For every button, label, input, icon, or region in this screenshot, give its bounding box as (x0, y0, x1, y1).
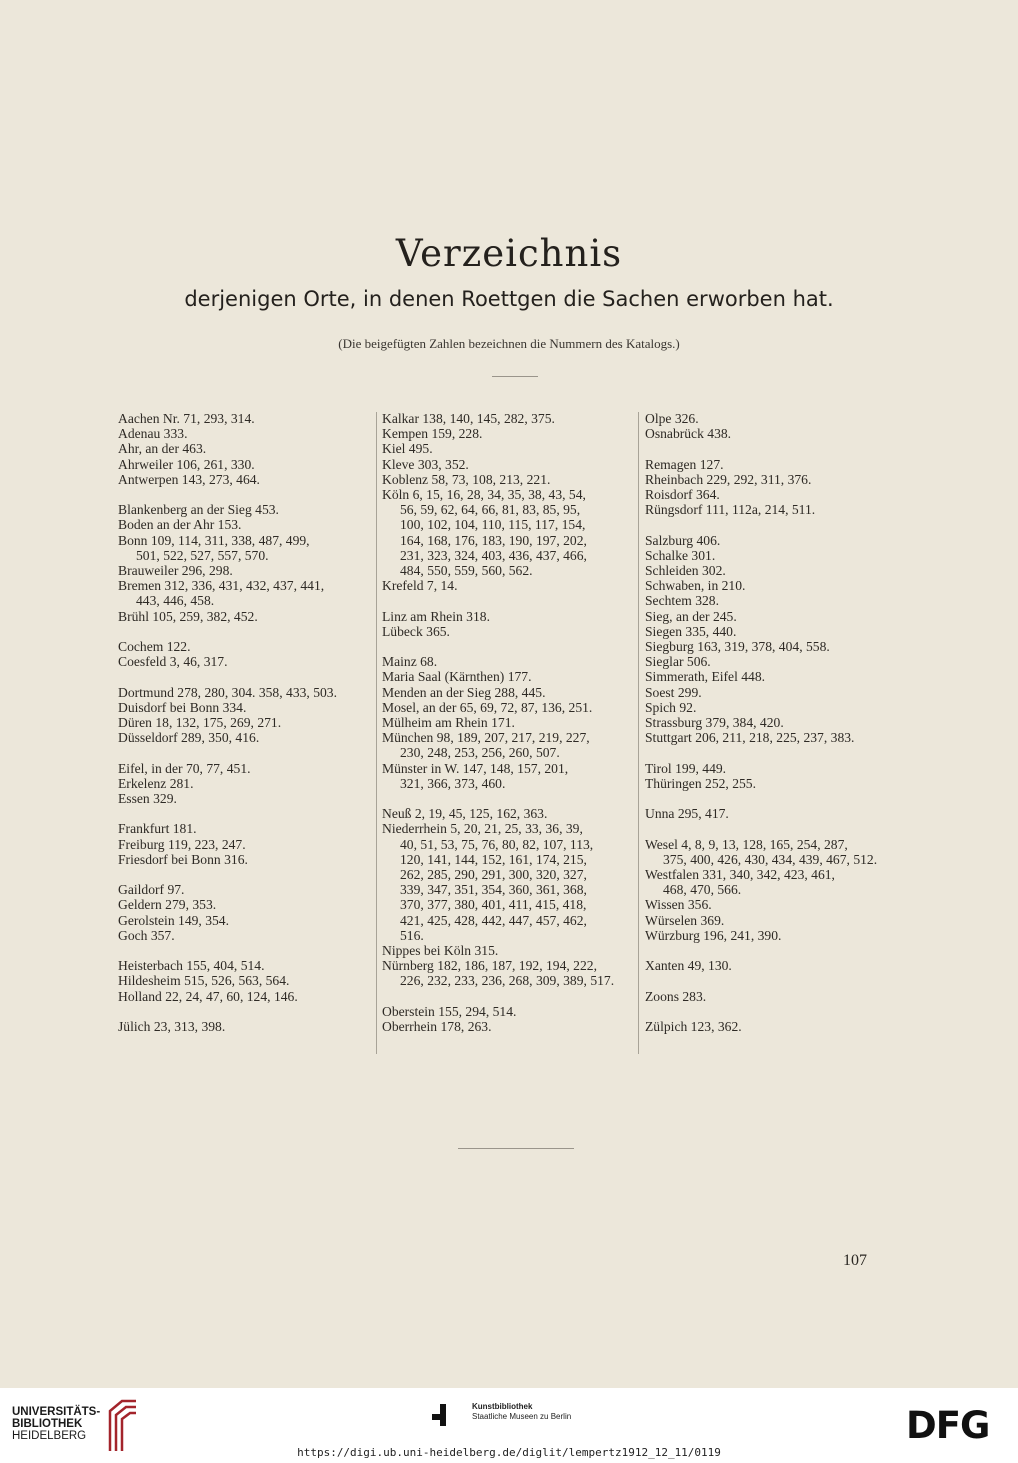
index-entry: Rüngsdorf 111, 112a, 214, 511. (645, 502, 816, 518)
index-entry: Unna 295, 417. (645, 806, 729, 822)
kb-line-2: Staatliche Museen zu Berlin (472, 1412, 572, 1421)
ub-heidelberg-logo-text[interactable] (12, 1406, 100, 1442)
index-column-1 (118, 411, 337, 1034)
entry-spacer (645, 517, 877, 532)
index-entry: Bremen 312, 336, 431, 432, 437, 441, (118, 578, 325, 594)
index-entry: Tirol 199, 449. (645, 760, 727, 776)
entry-spacer (645, 441, 877, 456)
index-entry: Strassburg 379, 384, 420. (645, 715, 784, 731)
index-entry-continuation: 231, 323, 324, 403, 436, 437, 466, (400, 547, 587, 563)
index-entry: Lübeck 365. (382, 623, 450, 639)
bottom-divider (458, 1148, 574, 1149)
index-entry: Düsseldorf 289, 350, 416. (118, 730, 260, 746)
page-subtitle: derjenigen Orte, in denen Roettgen die Sachen erworben hat. (184, 287, 834, 311)
index-entry: Frankfurt 181. (118, 821, 197, 837)
kunstbibliothek-mark-icon (432, 1404, 454, 1426)
index-entry: Essen 329. (118, 791, 177, 807)
index-entry: Geldern 279, 353. (118, 897, 217, 913)
index-entry-continuation: 226, 232, 233, 236, 268, 309, 389, 517. (400, 973, 615, 989)
ub-heidelberg-emblem-icon (106, 1397, 140, 1453)
index-entry: Sechtem 328. (645, 593, 719, 609)
index-entry: Mainz 68. (382, 654, 438, 670)
index-entry: Thüringen 252, 255. (645, 775, 757, 791)
title-divider (492, 376, 538, 377)
dfg-logo[interactable]: DFG (906, 1404, 990, 1447)
index-entry: Westfalen 331, 340, 342, 423, 461, (645, 867, 835, 883)
index-entry: Sieg, an der 245. (645, 608, 737, 624)
index-entry: Würselen 369. (645, 912, 725, 928)
index-entry: Brauweiler 296, 298. (118, 563, 233, 579)
index-entry: Oberrhein 178, 263. (382, 1019, 492, 1035)
index-entry: Krefeld 7, 14. (382, 578, 458, 594)
index-entry-continuation: 339, 347, 351, 354, 360, 361, 368, (400, 882, 587, 898)
index-entry: Sieglar 506. (645, 654, 711, 670)
entry-spacer (645, 973, 877, 988)
index-entry: Zülpich 123, 362. (645, 1019, 742, 1034)
entry-spacer (118, 624, 337, 639)
index-entry: Coesfeld 3, 46, 317. (118, 654, 228, 670)
index-entry: Olpe 326. (645, 411, 699, 426)
index-entry: Goch 357. (118, 927, 175, 943)
entry-spacer (382, 639, 614, 654)
index-entry: Friesdorf bei Bonn 316. (118, 851, 248, 867)
entry-spacer (645, 1004, 877, 1019)
index-entry: Salzburg 406. (645, 532, 721, 548)
index-entry: Antwerpen 143, 273, 464. (118, 471, 260, 487)
index-entry: Soest 299. (645, 684, 702, 700)
page-number: 107 (843, 1252, 867, 1269)
index-entry: Hildesheim 515, 526, 563, 564. (118, 973, 290, 989)
index-entry-continuation: 421, 425, 428, 442, 447, 457, 462, (400, 912, 587, 928)
index-entry-continuation: 468, 470, 566. (663, 882, 742, 898)
entry-spacer (382, 791, 614, 806)
ub-line-1: UNIVERSITÄTS- (12, 1406, 101, 1418)
entry-spacer (118, 806, 337, 821)
index-entry: Holland 22, 24, 47, 60, 124, 146. (118, 988, 298, 1004)
index-entry: Dortmund 278, 280, 304. 358, 433, 503. (118, 684, 338, 700)
index-entry-continuation: 375, 400, 426, 430, 434, 439, 467, 512. (663, 851, 878, 867)
index-entry: Aachen Nr. 71, 293, 314. (118, 411, 255, 426)
index-entry: Köln 6, 15, 16, 28, 34, 35, 38, 43, 54, (382, 487, 586, 503)
index-entry: Brühl 105, 259, 382, 452. (118, 608, 258, 624)
index-entry: Xanten 49, 130. (645, 958, 732, 974)
entry-spacer (118, 1004, 337, 1019)
index-entry: Jülich 23, 313, 398. (118, 1019, 226, 1034)
index-entry: Remagen 127. (645, 456, 724, 472)
column-divider-2 (638, 412, 639, 1054)
entry-spacer (118, 487, 337, 502)
index-entry: Wissen 356. (645, 897, 712, 913)
index-entry: Duisdorf bei Bonn 334. (118, 699, 247, 715)
index-entry: Eifel, in der 70, 77, 451. (118, 760, 251, 776)
entry-spacer (118, 867, 337, 882)
index-entry-continuation: 230, 248, 253, 256, 260, 507. (400, 745, 560, 761)
entry-spacer (118, 943, 337, 958)
index-entry: Mosel, an der 65, 69, 72, 87, 136, 251. (382, 699, 593, 715)
index-entry-continuation: 443, 446, 458. (136, 593, 215, 609)
index-entry: Münster in W. 147, 148, 157, 201, (382, 760, 569, 776)
entry-spacer (645, 745, 877, 760)
catalog-note: (Die beigefügten Zahlen bezeichnen die Nummern des Katalogs.) (338, 336, 680, 351)
index-entry: Maria Saal (Kärnthen) 177. (382, 669, 532, 685)
entry-spacer (382, 989, 614, 1004)
page-url[interactable]: https://digi.ub.uni-heidelberg.de/diglit/lempertz1912_12_11/0119 (297, 1446, 721, 1459)
index-entry-continuation: 484, 550, 559, 560, 562. (400, 563, 533, 579)
index-entry: Osnabrück 438. (645, 426, 732, 442)
index-entry-continuation: 40, 51, 53, 75, 76, 80, 82, 107, 113, (400, 836, 594, 852)
index-entry: Oberstein 155, 294, 514. (382, 1003, 517, 1019)
entry-spacer (645, 943, 877, 958)
index-entry-continuation: 164, 168, 176, 183, 190, 197, 202, (400, 532, 587, 548)
index-entry: Ahrweiler 106, 261, 330. (118, 456, 255, 472)
index-entry: Spich 92. (645, 699, 697, 715)
index-entry: Kiel 495. (382, 441, 433, 457)
index-entry: Heisterbach 155, 404, 514. (118, 958, 265, 974)
kb-line-1: Kunstbibliothek (472, 1402, 533, 1411)
entry-spacer (382, 593, 614, 608)
index-entry: Neuß 2, 19, 45, 125, 162, 363. (382, 806, 548, 822)
index-entry: Niederrhein 5, 20, 21, 25, 33, 36, 39, (382, 821, 583, 837)
index-entry-continuation: 370, 377, 380, 401, 411, 415, 418, (400, 897, 587, 913)
index-entry-continuation: 516. (400, 927, 424, 943)
entry-spacer (645, 821, 877, 836)
index-entry: Stuttgart 206, 211, 218, 225, 237, 383. (645, 730, 855, 746)
index-column-3 (645, 411, 877, 1034)
index-entry: Erkelenz 281. (118, 775, 194, 791)
entry-spacer (118, 669, 337, 684)
index-entry: Schleiden 302. (645, 563, 726, 578)
index-entry: Nippes bei Köln 315. (382, 943, 499, 959)
entry-spacer (118, 745, 337, 760)
index-entry: Kalkar 138, 140, 145, 282, 375. (382, 411, 555, 426)
index-entry: Blankenberg an der Sieg 453. (118, 502, 279, 518)
index-entry: Gerolstein 149, 354. (118, 912, 230, 928)
index-entry: Schalke 301. (645, 547, 716, 563)
index-entry: Zoons 283. (645, 988, 707, 1004)
index-entry-continuation: 56, 59, 62, 64, 66, 81, 83, 85, 95, (400, 502, 581, 518)
index-entry-continuation: 501, 522, 527, 557, 570. (136, 547, 269, 563)
index-entry: Ahr, an der 463. (118, 441, 207, 457)
index-entry: Würzburg 196, 241, 390. (645, 927, 782, 943)
index-entry: München 98, 189, 207, 217, 219, 227, (382, 730, 590, 746)
column-divider-1 (376, 412, 377, 1054)
index-entry-continuation: 321, 366, 373, 460. (400, 775, 506, 791)
index-entry: Düren 18, 132, 175, 269, 271. (118, 715, 282, 731)
index-entry: Kleve 303, 352. (382, 456, 469, 472)
ub-line-2: BIBLIOTHEK (12, 1418, 83, 1430)
index-entry: Simmerath, Eifel 448. (645, 669, 766, 685)
index-column-2 (382, 411, 614, 1034)
index-entry: Koblenz 58, 73, 108, 213, 221. (382, 471, 551, 487)
index-entry: Cochem 122. (118, 639, 191, 655)
page-title: Verzeichnis (395, 232, 623, 275)
index-entry: Siegburg 163, 319, 378, 404, 558. (645, 639, 830, 655)
index-entry: Wesel 4, 8, 9, 13, 128, 165, 254, 287, (645, 836, 848, 852)
index-entry: Bonn 109, 114, 311, 338, 487, 499, (118, 532, 310, 548)
index-entry: Adenau 333. (118, 426, 188, 442)
index-entry: Schwaben, in 210. (645, 578, 746, 594)
index-entry-continuation: 100, 102, 104, 110, 115, 117, 154, (400, 517, 586, 533)
entry-spacer (645, 791, 877, 806)
index-entry: Nürnberg 182, 186, 187, 192, 194, 222, (382, 958, 597, 974)
index-entry: Siegen 335, 440. (645, 623, 737, 639)
index-entry: Gaildorf 97. (118, 882, 185, 898)
index-entry: Kempen 159, 228. (382, 426, 483, 442)
index-entry: Mülheim am Rhein 171. (382, 715, 515, 731)
index-entry: Linz am Rhein 318. (382, 608, 490, 624)
index-entry-continuation: 262, 285, 290, 291, 300, 320, 327, (400, 867, 587, 883)
ub-line-3: HEIDELBERG (12, 1430, 87, 1442)
index-entry: Menden an der Sieg 288, 445. (382, 684, 546, 700)
index-entry: Rheinbach 229, 292, 311, 376. (645, 471, 812, 487)
index-entry: Boden an der Ahr 153. (118, 517, 242, 533)
index-entry-continuation: 120, 141, 144, 152, 161, 174, 215, (400, 851, 587, 867)
index-entry: Roisdorf 364. (645, 487, 720, 502)
index-entry: Freiburg 119, 223, 247. (118, 836, 246, 852)
